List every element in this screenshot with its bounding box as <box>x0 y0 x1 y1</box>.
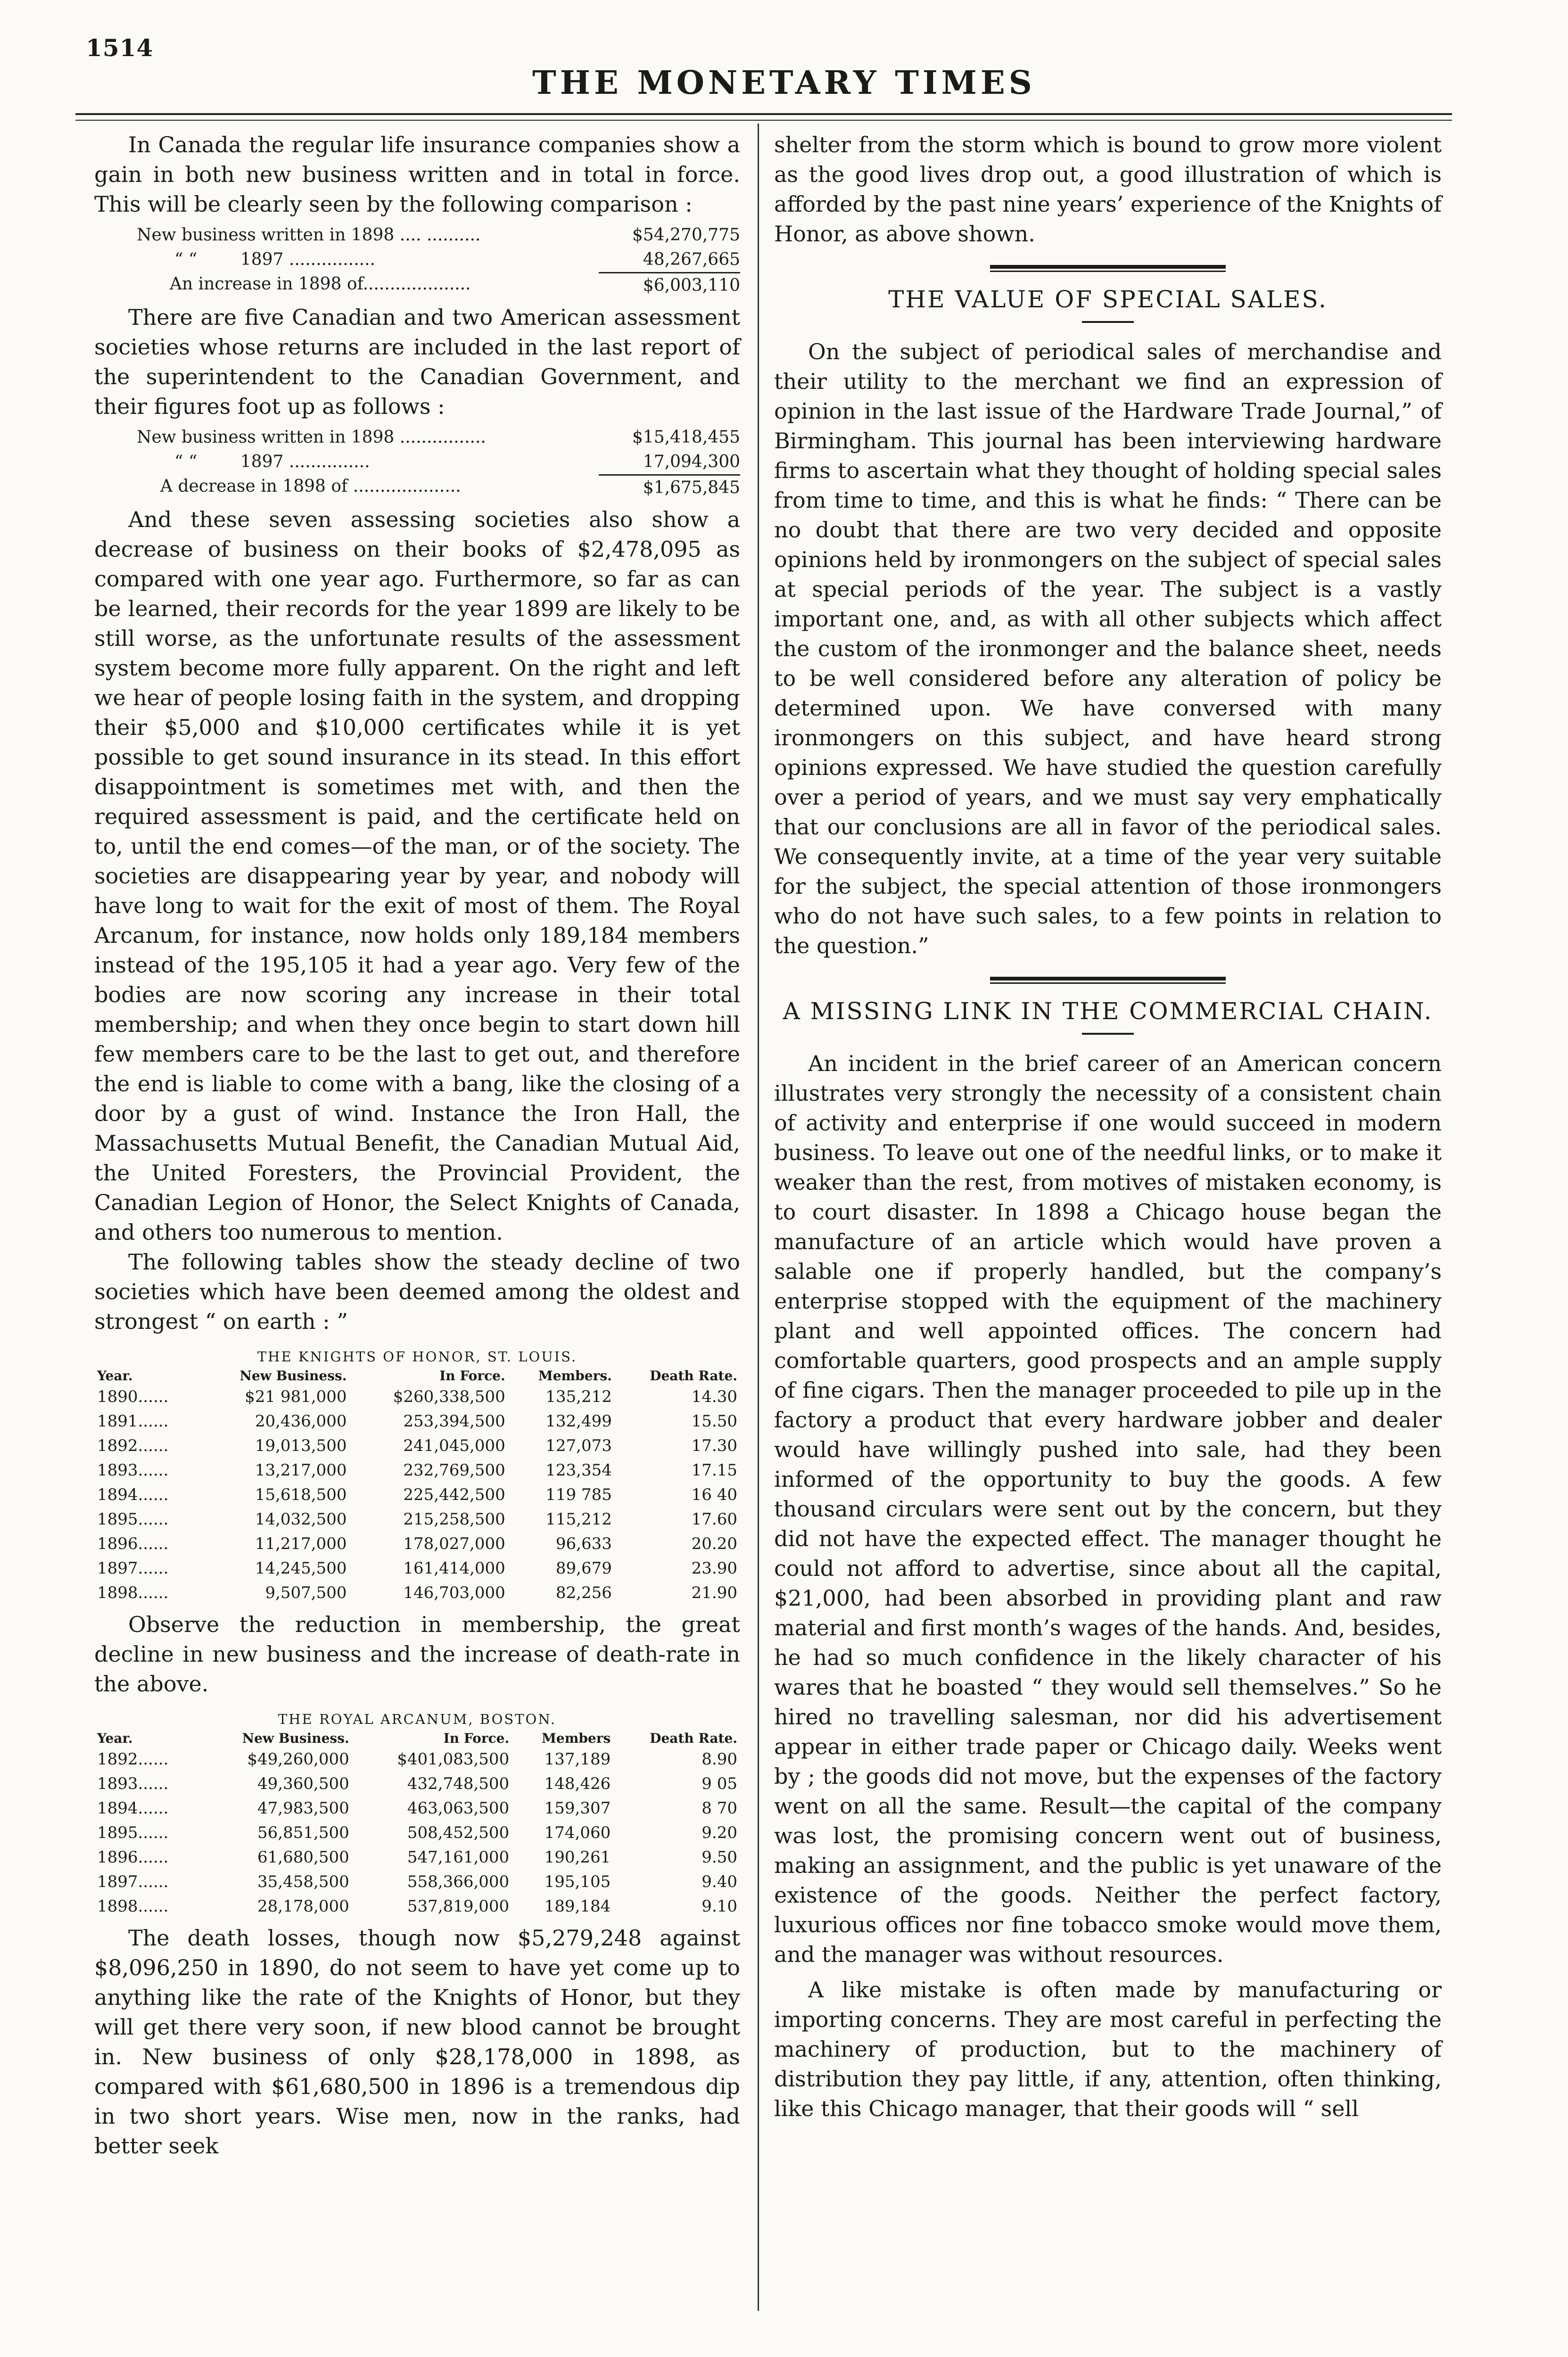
table-row <box>94 1532 740 1556</box>
table-cell: 20,436,000 <box>255 1412 347 1431</box>
knights-of-honor-table <box>94 1368 740 1605</box>
comparison-total-label: An increase in 1898 of.................... <box>170 274 471 294</box>
comparison-value: $15,418,455 <box>632 428 740 447</box>
comparison-total-label: A decrease in 1898 of .................... <box>160 477 461 496</box>
table-cell: 23.90 <box>691 1559 737 1578</box>
paragraph: Observe the reduction in membership, the great decline in new business and the increase of death-rate in the above. <box>94 1612 740 1697</box>
table-cell: 253,394,500 <box>403 1412 505 1431</box>
article-heading-special-sales: THE VALUE OF SPECIAL SALES. <box>888 286 1328 313</box>
masthead-title: THE MONETARY TIMES <box>532 64 1036 102</box>
article-heading-missing-link: A MISSING LINK IN THE COMMERCIAL CHAIN. <box>783 997 1433 1025</box>
table-cell: 215,258,500 <box>403 1510 505 1529</box>
table-row <box>94 1821 740 1845</box>
table-cell: $49,260,000 <box>247 1750 349 1769</box>
column-header: Year. <box>97 1731 133 1746</box>
table-cell: 190,261 <box>544 1848 611 1867</box>
table-cell: 1895...... <box>97 1823 169 1842</box>
paragraph: A like mistake is often made by manufacturing or importing concerns. They are most careful in perfecting the machinery of production, but to the machinery of distribution they pay little, if any, attention, often thinking, like this Chicago manager, that their goods will “ sell <box>774 1977 1442 2121</box>
table-cell: 1893...... <box>97 1461 169 1480</box>
heading-dash <box>1082 1033 1134 1035</box>
section-rule <box>990 265 1226 269</box>
table-title: THE KNIGHTS OF HONOR, ST. LOUIS. <box>257 1349 578 1365</box>
table-cell: 15,618,500 <box>255 1485 347 1504</box>
table-row <box>94 1409 740 1434</box>
comparison-label <box>137 450 599 474</box>
table-cell: 135,212 <box>545 1387 612 1406</box>
table-cell: 82,256 <box>555 1583 612 1602</box>
column-header: Members <box>541 1731 611 1746</box>
comparison-row <box>94 223 740 247</box>
column-header: Death Rate. <box>650 1368 737 1384</box>
table-cell: 1896...... <box>97 1534 169 1553</box>
table-row <box>94 1507 740 1532</box>
column-header: New Business. <box>242 1731 349 1746</box>
table-cell: 1895...... <box>97 1510 169 1529</box>
table-title: THE ROYAL ARCANUM, BOSTON. <box>278 1711 557 1727</box>
table-row <box>94 1845 740 1870</box>
table-row <box>94 1556 740 1581</box>
table-row <box>94 1581 740 1605</box>
table-cell: 19,013,500 <box>255 1436 347 1455</box>
paragraph: In Canada the regular life insurance companies show a gain in both new business written and in total in force. This will be clearly seen by the following comparison : <box>94 132 740 217</box>
column-header: New Business. <box>239 1368 347 1384</box>
table-cell: 119 785 <box>545 1485 612 1504</box>
section-rule <box>990 977 1226 981</box>
table-cell: 558,366,000 <box>407 1872 510 1891</box>
table-cell: 146,703,000 <box>403 1583 505 1602</box>
table-cell: 9.50 <box>701 1848 737 1867</box>
comparison-label: New business written in 1898 ................ <box>137 428 486 447</box>
table-cell: 1891...... <box>97 1412 169 1431</box>
table-cell: 14,032,500 <box>255 1510 347 1529</box>
table-cell: 115,212 <box>545 1510 612 1529</box>
comparison-table-assessment <box>94 425 740 500</box>
paragraph: An incident in the brief career of an American concern illustrates very strongly the necessity of a consistent chain of activity and enterprise if one would succeed in modern business. To leave out one of the needful links, or to make it weaker than the rest, from motives of mistaken economy, is to court disaster. In 1898 a Chicago house began the manufacture of an article which would have proven a salable one if properly handled, but the company’s enterprise stopped with the equipment of the machinery plant and well appointed offices. The concern had comfortable quarters, good prospects and an ample supply of fine cigars. Then the manager proceeded to pile up in the factory a product that every hardware jobber and dealer would have willingly pushed into sale, had they been informed of the opportunity to buy the goods. A few thousand circulars were sent out by the concern, but they did not have the expected effect. The manager thought he could not afford to advertise, since about all the capital, $21,000, had been absorbed in providing plant and raw material and first month’s wages of the hands. And, besides, he had so much confidence in the likely character of his wares that he boasted “ they would sell themselves.” So he hired no travelling salesman, nor did his advertisement appear in either trade paper or Chicago daily. Weeks went by ; the goods did not move, but the expenses of the factory went on all the same. Result—the capital of the company was lost, the promising concern went out of business, making an assignment, and the public is yet unaware of the existence of the goods. Neither the perfect factory, luxurious offices nor fine tobacco smoke would move them, and the manager was without resources. <box>774 1051 1442 1967</box>
paragraph: The death losses, though now $5,279,248 against $8,096,250 in 1890, do not seem to have yet come up to anything like the rate of the Knights of Honor, but they will get there very soon, if new blood cannot be brought in. New business of only $28,178,000 in 1898, as compared with $61,680,500 in 1896 is a tremendous dip in two short years. Wise men, now in the ranks, had better seek <box>94 1925 740 2159</box>
comparison-value: 17,094,300 <box>643 452 740 471</box>
table-row <box>94 1870 740 1894</box>
comparison-total-value: $1,675,845 <box>599 474 740 500</box>
table-cell: 9 05 <box>701 1774 737 1793</box>
table-cell: 8.90 <box>701 1750 737 1769</box>
table-cell: 1892...... <box>97 1750 169 1769</box>
table-cell: 127,073 <box>545 1436 612 1455</box>
column-header: Year. <box>97 1368 133 1384</box>
comparison-total-row <box>94 474 740 500</box>
table-cell: 61,680,500 <box>257 1848 349 1867</box>
paragraph: There are five Canadian and two American assessment societies whose returns are included in the last report of the superintendent to the Canadian Government, and their figures foot up as follows : <box>94 305 740 419</box>
comparison-year: 1897 ................ <box>240 250 375 269</box>
table-cell: 9.40 <box>701 1872 737 1891</box>
table-header-row <box>94 1730 740 1747</box>
comparison-label <box>137 247 599 272</box>
table-cell: 16 40 <box>691 1485 737 1504</box>
table-cell: 9.10 <box>701 1897 737 1916</box>
table-cell: $401,083,500 <box>397 1750 510 1769</box>
table-cell: 1890...... <box>97 1387 169 1406</box>
table-cell: 1898...... <box>97 1897 169 1916</box>
table-cell: 178,027,000 <box>403 1534 505 1553</box>
table-header-row <box>94 1368 740 1385</box>
left-column <box>94 130 740 2161</box>
table-row <box>94 1483 740 1507</box>
table-cell: 547,161,000 <box>407 1848 510 1867</box>
right-column <box>774 130 1442 2124</box>
table-cell: 21.90 <box>691 1583 737 1602</box>
table-cell: 1896...... <box>97 1848 169 1867</box>
table-cell: 20.20 <box>691 1534 737 1553</box>
comparison-row <box>94 425 740 450</box>
table-cell: 137,189 <box>544 1750 611 1769</box>
column-divider <box>758 124 759 2311</box>
table-cell: 1898...... <box>97 1583 169 1602</box>
ditto-marks: “ “ <box>174 250 198 269</box>
comparison-row <box>94 450 740 474</box>
table-cell: 47,983,500 <box>257 1799 349 1818</box>
section-rule-thin <box>990 271 1226 272</box>
table-row <box>94 1796 740 1821</box>
table-row <box>94 1772 740 1796</box>
table-cell: 225,442,500 <box>403 1485 505 1504</box>
table-row <box>94 1385 740 1409</box>
table-row <box>94 1434 740 1458</box>
table-cell: 14,245,500 <box>255 1559 347 1578</box>
comparison-row <box>94 247 740 272</box>
table-cell: 1894...... <box>97 1485 169 1504</box>
table-cell: 232,769,500 <box>403 1461 505 1480</box>
table-cell: 159,307 <box>544 1799 611 1818</box>
table-cell: 432,748,500 <box>407 1774 510 1793</box>
table-cell: 28,178,000 <box>257 1897 349 1916</box>
table-cell: 13,217,000 <box>255 1461 347 1480</box>
comparison-year: 1897 ............... <box>240 452 370 471</box>
table-cell: 17.60 <box>691 1510 737 1529</box>
table-cell: 1892...... <box>97 1436 169 1455</box>
table-cell: 89,679 <box>555 1559 612 1578</box>
table-cell: 195,105 <box>544 1872 611 1891</box>
table-cell: 17.30 <box>691 1436 737 1455</box>
comparison-total-row <box>94 272 740 298</box>
column-header: In Force. <box>439 1368 505 1384</box>
table-cell: 14.30 <box>691 1387 737 1406</box>
comparison-label: New business written in 1898 .... .......... <box>137 225 481 245</box>
table-cell: 132,499 <box>545 1412 612 1431</box>
royal-arcanum-table <box>94 1730 740 1919</box>
table-cell: 463,063,500 <box>407 1799 510 1818</box>
page-number: 1514 <box>86 34 154 62</box>
table-cell: 1897...... <box>97 1872 169 1891</box>
comparison-value: $54,270,775 <box>632 225 740 245</box>
table-cell: 123,354 <box>545 1461 612 1480</box>
paragraph: shelter from the storm which is bound to grow more violent as the good lives drop out, a good illustration of which is afforded by the past nine years’ experience of the Knights of Honor, as above shown. <box>774 132 1442 247</box>
table-cell: 35,458,500 <box>257 1872 349 1891</box>
table-cell: 49,360,500 <box>257 1774 349 1793</box>
table-cell: 174,060 <box>544 1823 611 1842</box>
column-header: In Force. <box>443 1731 510 1746</box>
table-row <box>94 1747 740 1772</box>
table-cell: 8 70 <box>701 1799 737 1818</box>
table-cell: 56,851,500 <box>257 1823 349 1842</box>
table-cell: 11,217,000 <box>255 1534 347 1553</box>
header-rule <box>75 113 1452 115</box>
table-cell: 1893...... <box>97 1774 169 1793</box>
table-row <box>94 1458 740 1483</box>
paragraph: On the subject of periodical sales of merchandise and their utility to the merchant we find an expression of opinion in the last issue of the Hardware Trade Journal,” of Birmingham. This journal has been interviewing hardware firms to ascertain what they thought of holding special sales from time to time, and this is what he finds: “ There can be no doubt that there are two very decided and opposite opinions held by ironmongers on the subject of special sales at special periods of the year. The subject is a vastly important one, and, as with all other subjects which affect the custom of the ironmonger and the balance sheet, needs to be well considered before any alteration of policy be determined upon. We have conversed with many ironmongers on this subject, and have heard strong opinions expressed. We have studied the question carefully over a period of years, and we must say very emphatically that our conclusions are all in favor of the periodical sales. We consequently invite, at a time of the year very suitable for the subject, the special attention of those ironmongers who do not have such sales, to a few points in relation to the question.” <box>774 339 1442 958</box>
table-cell: 1897...... <box>97 1559 169 1578</box>
table-cell: 9.20 <box>701 1823 737 1842</box>
section-rule-thin <box>990 982 1226 984</box>
table-cell: 508,452,500 <box>407 1823 510 1842</box>
table-cell: 15.50 <box>691 1412 737 1431</box>
table-cell: $260,338,500 <box>393 1387 505 1406</box>
table-cell: 17.15 <box>691 1461 737 1480</box>
table-cell: $21 981,000 <box>245 1387 347 1406</box>
table-cell: 9,507,500 <box>265 1583 347 1602</box>
table-cell: 148,426 <box>544 1774 611 1793</box>
table-cell: 189,184 <box>544 1897 611 1916</box>
ditto-marks: “ “ <box>174 452 198 471</box>
column-header: Members. <box>538 1368 612 1384</box>
header-rule-thin <box>75 120 1452 121</box>
column-header: Death Rate. <box>650 1731 737 1746</box>
comparison-value: 48,267,665 <box>643 250 740 269</box>
table-cell: 537,819,000 <box>407 1897 510 1916</box>
heading-dash <box>1082 321 1134 323</box>
paragraph: The following tables show the steady decline of two societies which have been deemed among the oldest and strongest “ on earth : ” <box>94 1249 740 1334</box>
table-row <box>94 1894 740 1919</box>
table-cell: 241,045,000 <box>403 1436 505 1455</box>
comparison-table-life-insurance <box>94 223 740 298</box>
table-cell: 96,633 <box>555 1534 612 1553</box>
table-cell: 161,414,000 <box>403 1559 505 1578</box>
table-cell: 1894...... <box>97 1799 169 1818</box>
comparison-total-value: $6,003,110 <box>599 272 740 298</box>
paragraph: And these seven assessing societies also show a decrease of business on their books of $2,478,095 as compared with one year ago. Furthermore, so far as can be learned, their records for the year 1899 are likely to be still worse, as the unfortunate results of the assessment system become more fully apparent. On the right and left we hear of people losing faith in the system, and dropping their $5,000 and $10,000 certificates while it is yet possible to get sound insurance in its stead. In this effort disappointment is sometimes met with, and then the required assessment is paid, and the certificate held on to, until the end comes—of the man, or of the society. The societies are disappearing year by year, and nobody will have long to wait for the exit of most of them. The Royal Arcanum, for instance, now holds only 189,184 members instead of the 195,105 it had a year ago. Very few of the bodies are now scoring any increase in their total membership; and when they once begin to start down hill few members care to be the last to get out, and therefore the end is liable to come with a bang, like the closing of a door by a gust of wind. Instance the Iron Hall, the Massachusetts Mutual Benefit, the Canadian Mutual Aid, the United Foresters, the Provincial Provident, the Canadian Legion of Honor, the Select Knights of Canada, and others too numerous to mention. <box>94 507 740 1245</box>
